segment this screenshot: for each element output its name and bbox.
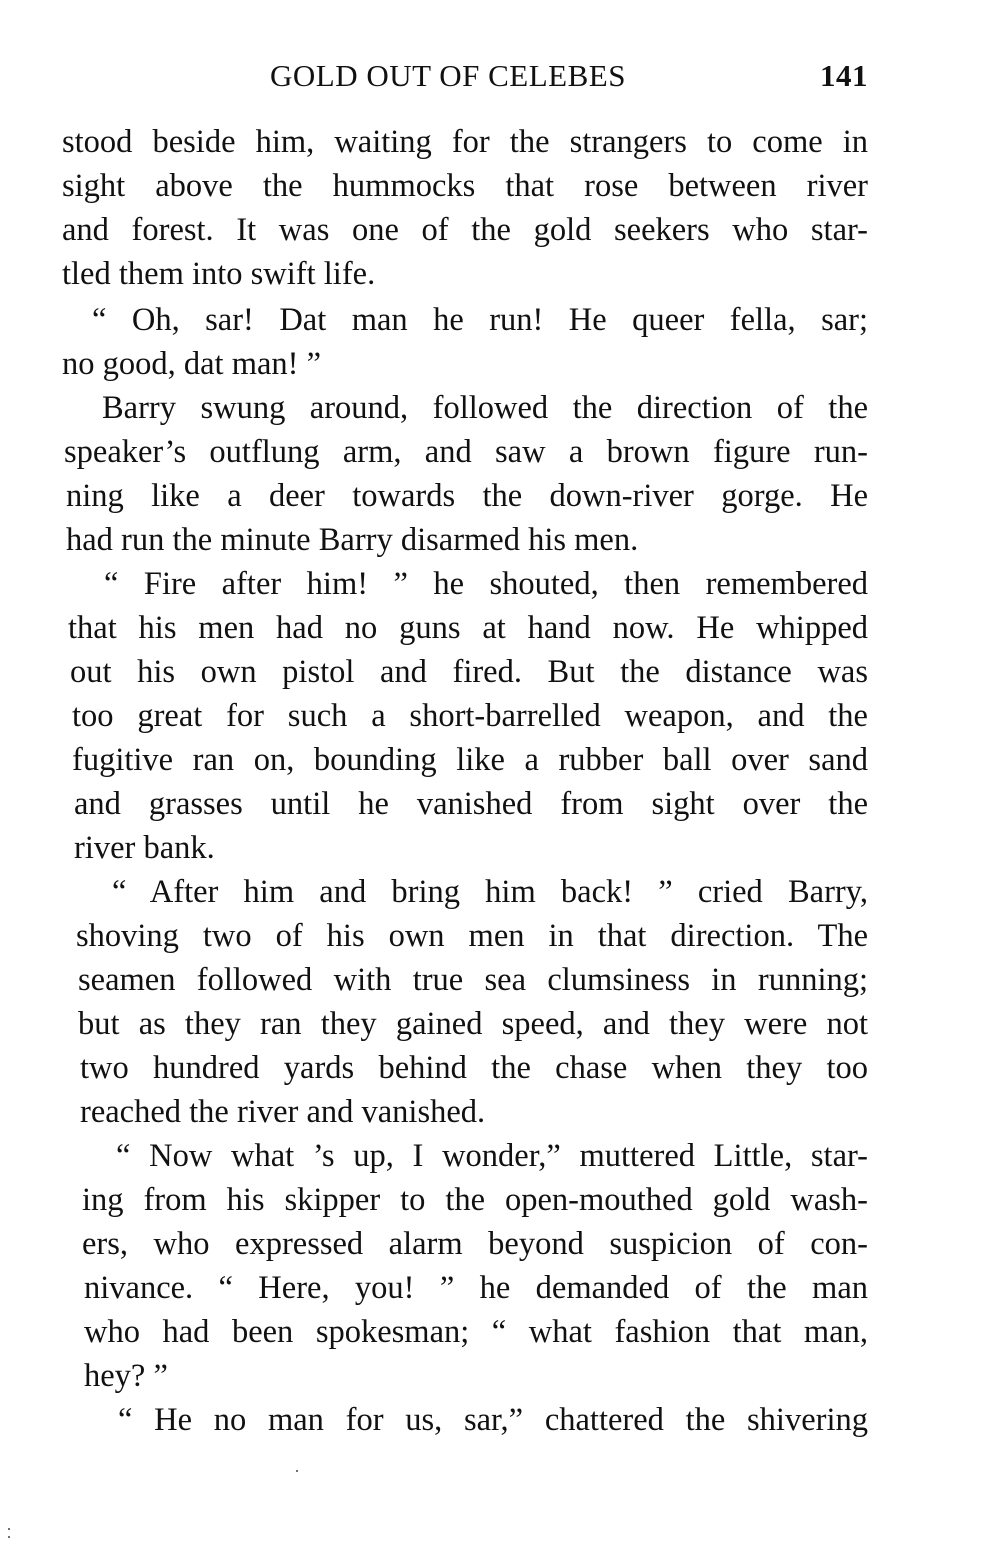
text-line: and forest. It was one of the gold seekers who star- xyxy=(62,212,868,248)
text-line: hey? ” xyxy=(84,1358,168,1394)
running-title: GOLD OUT OF CELEBES xyxy=(270,58,626,93)
text-line: “ After him and bring him back! ” cried Barry, xyxy=(112,874,868,910)
text-line: “ He no man for us, sar,” chattered the shivering xyxy=(118,1402,868,1438)
text-line: and grasses until he vanished from sight over the xyxy=(74,786,868,822)
text-line: “ Now what ’s up, I wonder,” muttered Little, star- xyxy=(116,1138,868,1174)
text-line: too great for such a short-barrelled weapon, and the xyxy=(72,698,868,734)
text-line: shoving two of his own men in that direction. The xyxy=(76,918,868,954)
text-line: out his own pistol and fired. But the distance was xyxy=(70,654,868,690)
text-line: nivance. “ Here, you! ” he demanded of the man xyxy=(84,1270,868,1306)
text-line: tled them into swift life. xyxy=(62,256,376,292)
text-line: fugitive ran on, bounding like a rubber ball over sand xyxy=(72,742,868,778)
text-line: but as they ran they gained speed, and they were not xyxy=(78,1006,868,1042)
print-speck xyxy=(8,1528,10,1530)
print-speck xyxy=(8,1536,10,1538)
text-line: sight above the hummocks that rose between river xyxy=(62,168,868,204)
text-line: two hundred yards behind the chase when they too xyxy=(80,1050,868,1086)
running-head xyxy=(270,58,870,100)
text-line: who had been spokesman; “ what fashion that man, xyxy=(84,1314,868,1350)
text-line: river bank. xyxy=(74,830,215,866)
text-line: “ Oh, sar! Dat man he run! He queer fella, sar; xyxy=(92,302,868,338)
text-line: that his men had no guns at hand now. He whipped xyxy=(68,610,868,646)
text-line: ning like a deer towards the down-river gorge. He xyxy=(66,478,868,514)
text-line: Barry swung around, followed the direction of the xyxy=(102,390,868,426)
text-line: “ Fire after him! ” he shouted, then remembered xyxy=(104,566,868,602)
text-line: no good, dat man! ” xyxy=(62,346,322,382)
text-line: stood beside him, waiting for the strangers to come in xyxy=(62,124,868,160)
text-line: speaker’s outflung arm, and saw a brown figure run- xyxy=(64,434,868,470)
text-line: reached the river and vanished. xyxy=(80,1094,486,1130)
print-speck xyxy=(296,1470,298,1472)
text-line: seamen followed with true sea clumsiness in running; xyxy=(78,962,868,998)
text-line: had run the minute Barry disarmed his men. xyxy=(66,522,639,558)
page-number: 141 xyxy=(820,58,868,93)
text-line: ing from his skipper to the open-mouthed gold wash- xyxy=(82,1182,868,1218)
text-line: ers, who expressed alarm beyond suspicion of con- xyxy=(82,1226,868,1262)
